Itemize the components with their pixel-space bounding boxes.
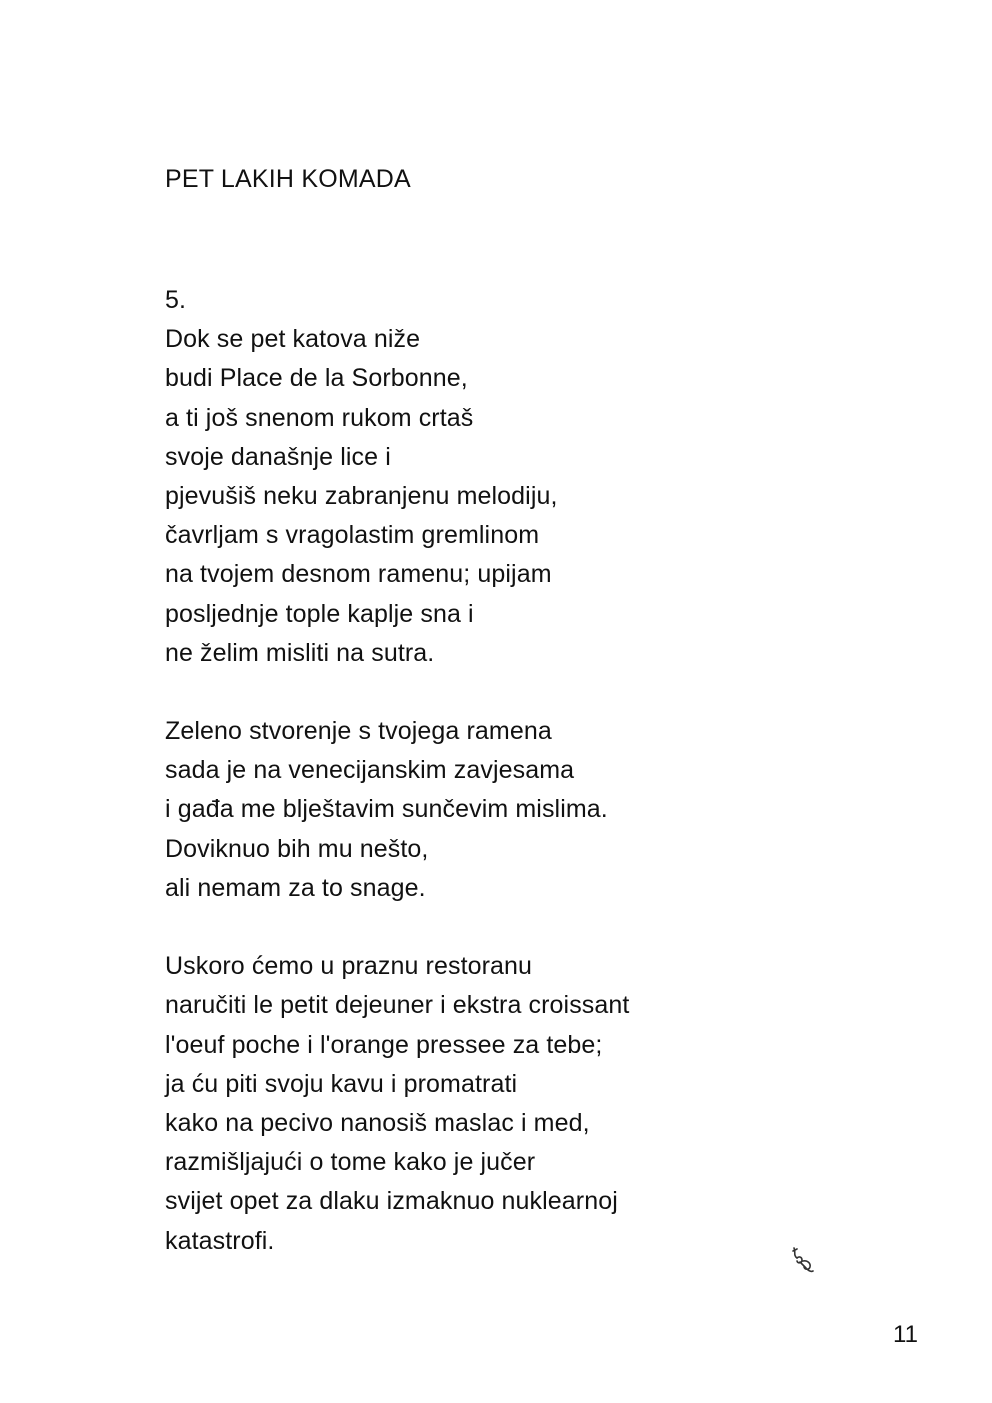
poem-line: čavrljam s vragolastim gremlinom [165,521,540,550]
stanza-gap [165,673,885,712]
poem-line: naručiti le petit dejeuner i ekstra croissant [165,991,630,1020]
poem-line: posljednje tople kaplje sna i [165,599,474,628]
stanza-gap [165,908,885,947]
poem-line: Dok se pet katova niže [165,325,421,354]
poem-line: Uskoro ćemo u praznu restoranu [165,952,533,981]
poem-body [165,281,885,1261]
stanza-3 [165,947,885,1261]
poem-line: svijet opet za dlaku izmaknuo nuklearnoj [165,1187,618,1216]
poem-line: razmišljajući o tome kako je jučer [165,1148,536,1177]
poem-line: ne želim misliti na sutra. [165,638,435,667]
poem-line: Zeleno stvorenje s tvojega ramena [165,717,552,746]
poem-title: PET LAKIH KOMADA [165,165,411,193]
poem-line: katastrofi. [165,1226,275,1255]
poem-line: na tvojem desnom ramenu; upijam [165,560,552,589]
poem-line: Doviknuo bih mu nešto, [165,834,429,863]
stanza-2 [165,712,885,908]
poem-line: svoje današnje lice i [165,442,391,471]
section-number: 5. [165,286,187,314]
poem-line: kako na pecivo nanosiš maslac i med, [165,1108,590,1137]
poem-line: ali nemam za to snage. [165,873,426,902]
page-number: 11 [893,1321,918,1348]
poem-line: ja ću piti svoju kavu i promatrati [165,1069,518,1098]
stanza-1 [165,320,885,673]
poem-line: pjevušiš neku zabranjenu melodiju, [165,481,558,510]
poem-line: l'oeuf poche i l'orange pressee za tebe; [165,1030,603,1059]
poem-line: i gađa me blještavim sunčevim mislima. [165,795,608,824]
poem-line: sada je na venecijanskim zavjesama [165,756,575,785]
poem-line: a ti još snenom rukom crtaš [165,403,474,432]
ornament-icon [785,1243,819,1277]
poem-line: budi Place de la Sorbonne, [165,364,468,393]
